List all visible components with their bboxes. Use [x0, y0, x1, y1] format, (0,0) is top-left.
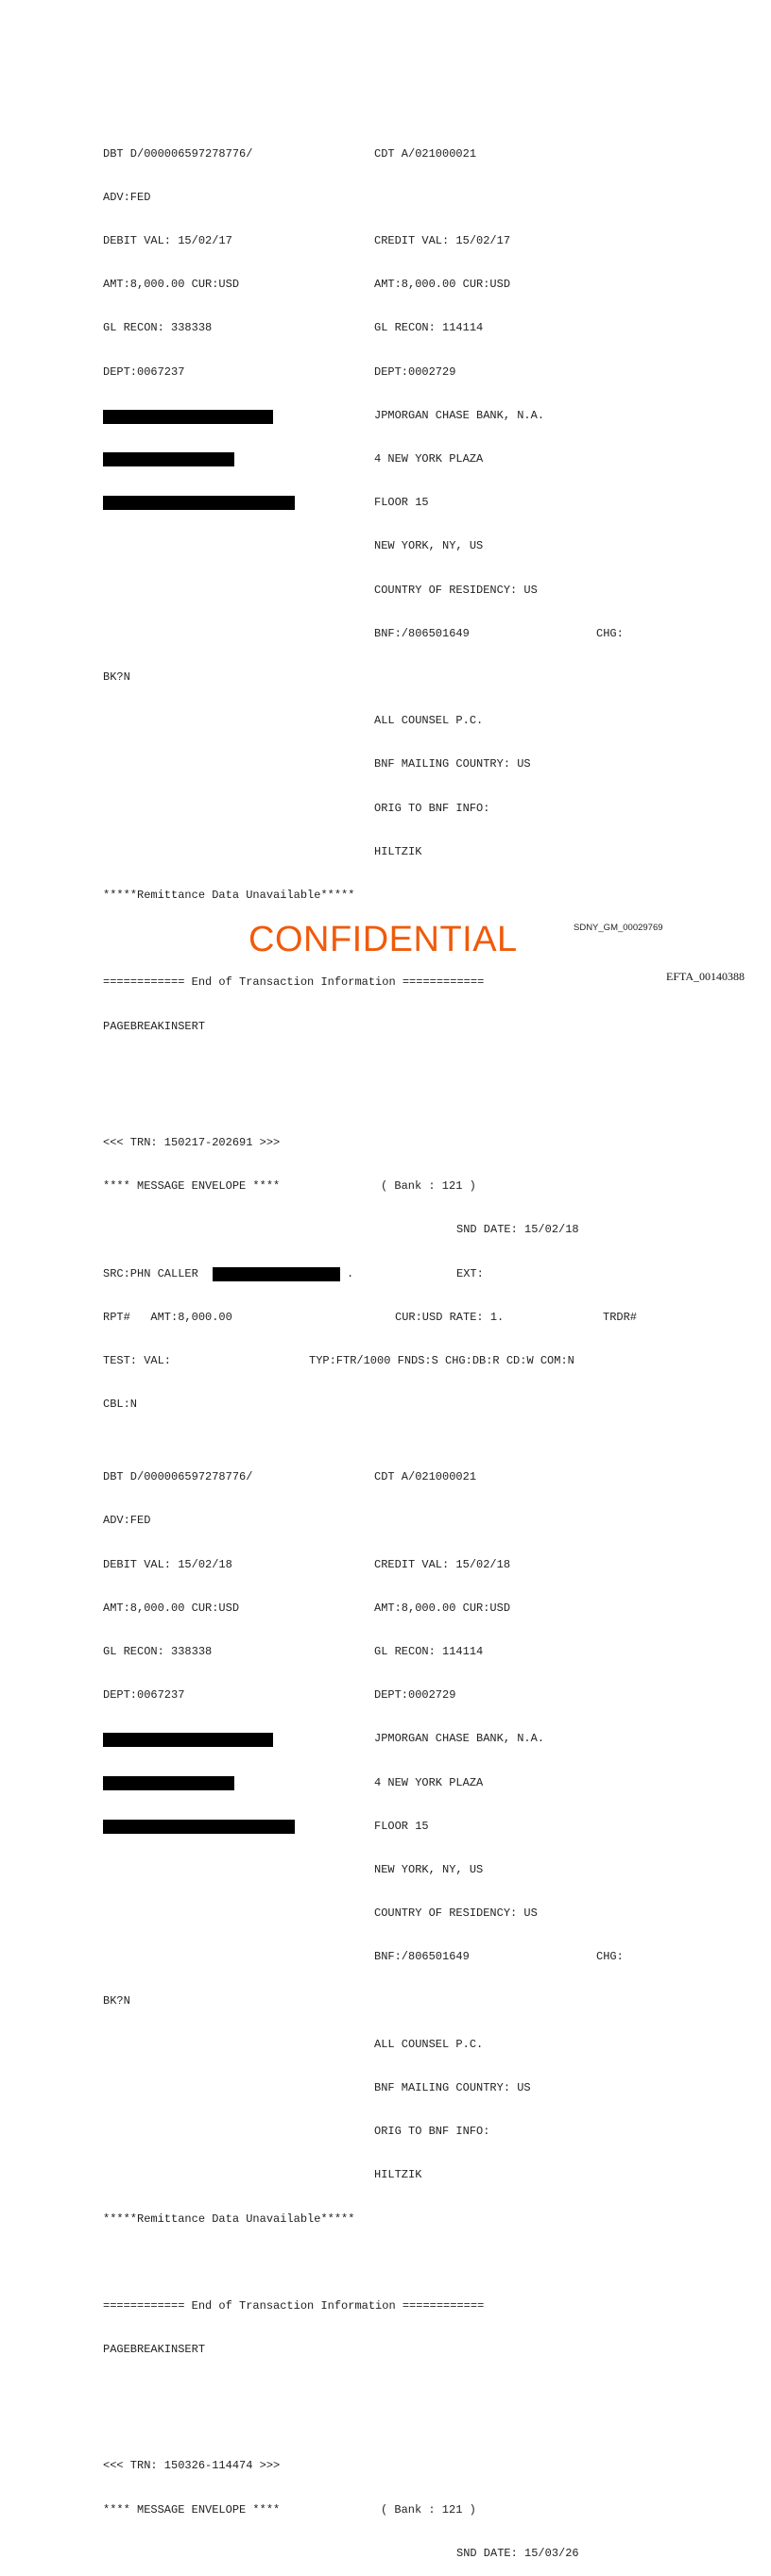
bates-number: SDNY_GM_00029769	[574, 923, 663, 933]
bk-flag: BK?N	[103, 1993, 130, 2008]
bank-city: NEW YORK, NY, US	[374, 1862, 484, 1876]
redaction-block	[103, 1820, 295, 1834]
cbl-flag: CBL:N	[103, 1398, 138, 1412]
test-value: TEST: VAL:	[103, 1353, 172, 1367]
country-of-residency: COUNTRY OF RESIDENCY: US	[374, 583, 538, 597]
orig-to-bnf-info: ORIG TO BNF INFO:	[374, 801, 490, 815]
remittance-unavailable: *****Remittance Data Unavailable*****	[103, 889, 355, 903]
trn-number: <<< TRN: 150217-202691 >>>	[103, 1135, 281, 1149]
debit-gl-recon: GL RECON: 338338	[103, 321, 213, 335]
bank-city: NEW YORK, NY, US	[374, 539, 484, 553]
bank-floor: FLOOR 15	[374, 496, 429, 510]
redaction-block	[103, 496, 295, 510]
debit-dept: DEPT:0067237	[103, 1688, 185, 1703]
bank-address: 4 NEW YORK PLAZA	[374, 452, 484, 466]
credit-account: CDT A/021000021	[374, 146, 477, 161]
bank-floor: FLOOR 15	[374, 1819, 429, 1833]
efta-number: EFTA_00140388	[666, 970, 745, 983]
credit-gl-recon: GL RECON: 114114	[374, 321, 484, 335]
bank-name: JPMORGAN CHASE BANK, N.A.	[374, 408, 545, 422]
country-of-residency: COUNTRY OF RESIDENCY: US	[374, 1907, 538, 1921]
ext-label: EXT:	[456, 1266, 484, 1280]
confidential-stamp: CONFIDENTIAL	[248, 920, 518, 959]
source-terminator: .	[347, 1266, 354, 1280]
transaction-document	[103, 89, 670, 2576]
beneficiary-account: BNF:/806501649	[374, 626, 470, 640]
debit-amount: AMT:8,000.00 CUR:USD	[103, 1601, 240, 1615]
redaction-block	[213, 1267, 340, 1281]
transaction-type: TYP:FTR/1000 FNDS:S CHG:DB:R CD:W COM:N	[309, 1353, 574, 1367]
send-date: SND DATE: 15/02/18	[456, 1223, 579, 1237]
debit-account: DBT D/000006597278776/	[103, 1470, 253, 1484]
send-date: SND DATE: 15/03/26	[456, 2546, 579, 2560]
orig-to-bnf-text: HILTZIK	[374, 844, 422, 858]
adv-line: ADV:FED	[103, 1514, 151, 1528]
bk-flag: BK?N	[103, 670, 130, 685]
chg-label: CHG:	[596, 626, 624, 640]
message-envelope: **** MESSAGE ENVELOPE ****	[103, 2502, 281, 2517]
debit-gl-recon: GL RECON: 338338	[103, 1644, 213, 1658]
trn-number: <<< TRN: 150326-114474 >>>	[103, 2459, 281, 2473]
end-of-transaction: ============ End of Transaction Information ============	[103, 2299, 485, 2313]
credit-amount: AMT:8,000.00 CUR:USD	[374, 278, 511, 292]
trader-label: TRDR#	[603, 1310, 638, 1324]
bank-name: JPMORGAN CHASE BANK, N.A.	[374, 1732, 545, 1746]
credit-amount: AMT:8,000.00 CUR:USD	[374, 1601, 511, 1615]
currency-rate: CUR:USD RATE: 1.	[395, 1310, 505, 1324]
beneficiary-name: ALL COUNSEL P.C.	[374, 2037, 484, 2051]
bank-code: ( Bank : 121 )	[381, 1179, 476, 1194]
credit-value-date: CREDIT VAL: 15/02/18	[374, 1557, 511, 1571]
beneficiary-account: BNF:/806501649	[374, 1950, 470, 1964]
beneficiary-name: ALL COUNSEL P.C.	[374, 714, 484, 728]
page-break-insert: PAGEBREAKINSERT	[103, 2343, 206, 2357]
beneficiary-mailing-country: BNF MAILING COUNTRY: US	[374, 757, 531, 771]
end-of-transaction: ============ End of Transaction Information ============	[103, 975, 485, 990]
bank-address: 4 NEW YORK PLAZA	[374, 1775, 484, 1789]
redaction-block	[103, 1776, 234, 1790]
bank-code: ( Bank : 121 )	[381, 2502, 476, 2517]
credit-dept: DEPT:0002729	[374, 364, 456, 379]
redaction-block	[103, 1733, 273, 1747]
adv-line: ADV:FED	[103, 190, 151, 204]
orig-to-bnf-text: HILTZIK	[374, 2168, 422, 2182]
beneficiary-mailing-country: BNF MAILING COUNTRY: US	[374, 2080, 531, 2094]
remittance-unavailable: *****Remittance Data Unavailable*****	[103, 2212, 355, 2226]
message-envelope: **** MESSAGE ENVELOPE ****	[103, 1179, 281, 1194]
credit-value-date: CREDIT VAL: 15/02/17	[374, 234, 511, 248]
debit-account: DBT D/000006597278776/	[103, 146, 253, 161]
source-caller: SRC:PHN CALLER	[103, 1266, 198, 1280]
rpt-amount: RPT# AMT:8,000.00	[103, 1310, 232, 1324]
page-break-insert: PAGEBREAKINSERT	[103, 1019, 206, 1033]
orig-to-bnf-info: ORIG TO BNF INFO:	[374, 2125, 490, 2139]
redaction-block	[103, 410, 273, 424]
debit-dept: DEPT:0067237	[103, 364, 185, 379]
credit-account: CDT A/021000021	[374, 1470, 477, 1484]
debit-value-date: DEBIT VAL: 15/02/18	[103, 1557, 232, 1571]
credit-gl-recon: GL RECON: 114114	[374, 1644, 484, 1658]
credit-dept: DEPT:0002729	[374, 1688, 456, 1703]
redaction-block	[103, 452, 234, 466]
debit-value-date: DEBIT VAL: 15/02/17	[103, 234, 232, 248]
chg-label: CHG:	[596, 1950, 624, 1964]
debit-amount: AMT:8,000.00 CUR:USD	[103, 278, 240, 292]
